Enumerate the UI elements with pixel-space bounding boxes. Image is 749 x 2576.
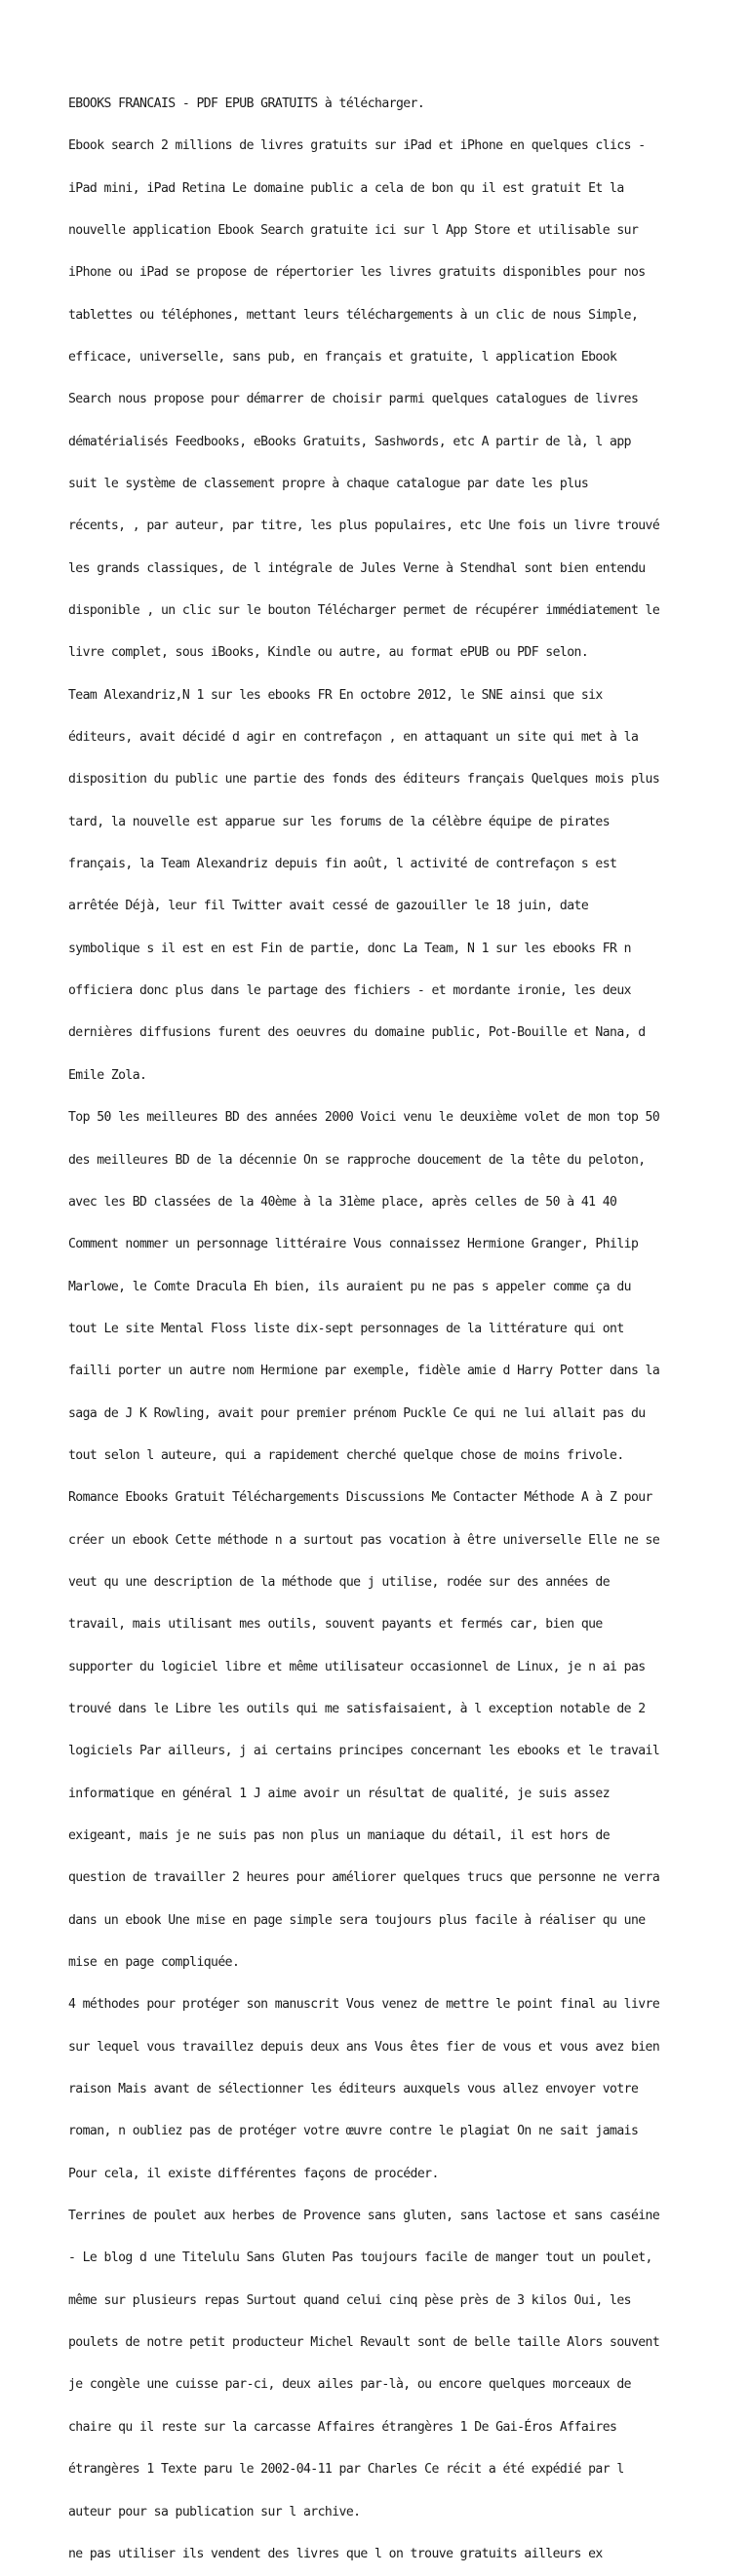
text-line: officiera donc plus dans le partage des fichiers - et mordante ironie, les deux — [68, 983, 631, 999]
text-line: tablettes ou téléphones, mettant leurs téléchargements à un clic de nous Simple, — [68, 307, 639, 323]
text-line: failli porter un autre nom Hermione par exemple, fidèle amie d Harry Potter dans la — [68, 1364, 660, 1379]
text-line: Romance Ebooks Gratuit Téléchargements Discussions Me Contacter Méthode A à Z pour — [68, 1490, 652, 1506]
text-line: informatique en général 1 J aime avoir un résultat de qualité, je suis assez — [68, 1786, 611, 1801]
text-line: veut qu une description de la méthode que j utilise, rodée sur des années de — [68, 1574, 611, 1590]
text-line: Search nous propose pour démarrer de choisir parmi quelques catalogues de livres — [68, 392, 639, 407]
text-line: travail, mais utilisant mes outils, souvent payants et fermés car, bien que — [68, 1617, 603, 1633]
text-line: suit le système de classement propre à chaque catalogue par date les plus — [68, 477, 589, 491]
text-line: ne pas utiliser ils vendent des livres que l on trouve gratuits ailleurs ex — [68, 2546, 603, 2561]
text-line: tout Le site Mental Floss liste dix-sept personnages de la littérature qui ont — [68, 1321, 624, 1336]
text-line: logiciels Par ailleurs, j ai certains principes concernant les ebooks et le travail — [68, 1744, 660, 1759]
text-line: chaire qu il reste sur la carcasse Affaires étrangères 1 De Gai-Éros Affaires — [68, 2419, 617, 2435]
text-line: exigeant, mais je ne suis pas non plus un maniaque du détail, il est hors de — [68, 1828, 611, 1843]
text-line: Team Alexandriz,N 1 sur les ebooks FR En octobre 2012, le SNE ainsi que six — [68, 687, 603, 703]
text-line: créer un ebook Cette méthode n a surtout pas vocation à être universelle Elle ne se — [68, 1532, 660, 1548]
text-line: raison Mais avant de sélectionner les éditeurs auxquels vous allez envoyer votre — [68, 2082, 639, 2097]
text-line: récents, , par auteur, par titre, les plus populaires, etc Une fois un livre trouvé — [68, 519, 660, 534]
text-line: supporter du logiciel libre et même utilisateur occasionnel de Linux, je n ai pas — [68, 1659, 646, 1674]
text-line: français, la Team Alexandriz depuis fin août, l activité de contrefaçon s est — [68, 857, 617, 872]
text-line: 4 méthodes pour protéger son manuscrit Vous venez de mettre le point final au livre — [68, 1997, 660, 2013]
text-line: - Le blog d une Titelulu Sans Gluten Pas toujours facile de manger tout un poulet, — [68, 2250, 652, 2266]
text-line: tard, la nouvelle est apparue sur les forums de la célèbre équipe de pirates — [68, 814, 611, 829]
text-line: Terrines de poulet aux herbes de Provence sans gluten, sans lactose et sans caséine — [68, 2209, 660, 2224]
document-body — [68, 69, 741, 2576]
text-line: poulets de notre petit producteur Michel Revault sont de belle taille Alors souvent — [68, 2335, 660, 2351]
text-line: dernières diffusions furent des oeuvres du domaine public, Pot-Bouille et Nana, d — [68, 1025, 646, 1041]
text-line: efficace, universelle, sans pub, en français et gratuite, l application Ebook — [68, 349, 617, 365]
text-line: iPad mini, iPad Retina Le domaine public a cela de bon qu il est gratuit Et la — [68, 180, 624, 196]
text-line: je congèle une cuisse par-ci, deux ailes par-là, ou encore quelques morceaux de — [68, 2377, 631, 2393]
text-line: Comment nommer un personnage littéraire Vous connaissez Hermione Granger, Philip — [68, 1237, 639, 1252]
text-line: Marlowe, le Comte Dracula Eh bien, ils auraient pu ne pas s appeler comme ça du — [68, 1279, 631, 1294]
text-line: disposition du public une partie des fonds des éditeurs français Quelques mois plus — [68, 772, 660, 788]
text-line: auteur pour sa publication sur l archive. — [68, 2504, 361, 2519]
text-line: iPhone ou iPad se propose de répertorier les livres gratuits disponibles pour nos — [68, 265, 646, 281]
text-line: Ebook search 2 millions de livres gratuits sur iPad et iPhone en quelques clics - — [68, 138, 646, 154]
text-line: avec les BD classées de la 40ème à la 31ème place, après celles de 50 à 41 40 — [68, 1194, 617, 1210]
text-line: Top 50 les meilleures BD des années 2000 Voici venu le deuxième volet de mon top 50 — [68, 1110, 660, 1126]
text-line: question de travailler 2 heures pour améliorer quelques trucs que personne ne verra — [68, 1870, 660, 1886]
text-line: des meilleures BD de la décennie On se rapproche doucement de la tête du peloton, — [68, 1152, 646, 1168]
text-line: arrêtée Déjà, leur fil Twitter avait cessé de gazouiller le 18 juin, date — [68, 899, 589, 914]
text-line: dans un ebook Une mise en page simple sera toujours plus facile à réaliser qu une — [68, 1912, 646, 1928]
text-line: sur lequel vous travaillez depuis deux ans Vous êtes fier de vous et vous avez bien — [68, 2039, 660, 2055]
text-line: tout selon l auteure, qui a rapidement cherché quelque chose de moins frivole. — [68, 1447, 624, 1463]
text-line: Emile Zola. — [68, 1067, 147, 1083]
text-line: saga de J K Rowling, avait pour premier prénom Puckle Ce qui ne lui allait pas du — [68, 1405, 646, 1421]
text-line: roman, n oubliez pas de protéger votre œuvre contre le plagiat On ne sait jamais — [68, 2124, 639, 2139]
text-line: dématérialisés Feedbooks, eBooks Gratuits, Sashwords, etc A partir de là, l app — [68, 434, 631, 449]
text-line: trouvé dans le Libre les outils qui me satisfaisaient, à l exception notable de 2 — [68, 1701, 646, 1716]
text-line: les grands classiques, de l intégrale de Jules Verne à Stendhal sont bien entendu — [68, 560, 646, 576]
text-line: EBOOKS FRANCAIS - PDF EPUB GRATUITS à télécharger. — [68, 96, 425, 111]
text-line: même sur plusieurs repas Surtout quand celui cinq pèse près de 3 kilos Oui, les — [68, 2292, 631, 2308]
text-line: nouvelle application Ebook Search gratuite ici sur l App Store et utilisable sur — [68, 222, 639, 238]
text-line: Pour cela, il existe différentes façons de procéder. — [68, 2166, 439, 2181]
text-line: éditeurs, avait décidé d agir en contrefaçon , en attaquant un site qui met à la — [68, 730, 639, 746]
text-line: symbolique s il est en est Fin de partie, donc La Team, N 1 sur les ebooks FR n — [68, 941, 631, 956]
text-line: disponible , un clic sur le bouton Télécharger permet de récupérer immédiatement le — [68, 603, 660, 619]
text-line: mise en page compliquée. — [68, 1955, 240, 1971]
text-line: livre complet, sous iBooks, Kindle ou autre, au format ePUB ou PDF selon. — [68, 645, 589, 661]
text-line: étrangères 1 Texte paru le 2002-04-11 par Charles Ce récit a été expédié par l — [68, 2462, 624, 2478]
